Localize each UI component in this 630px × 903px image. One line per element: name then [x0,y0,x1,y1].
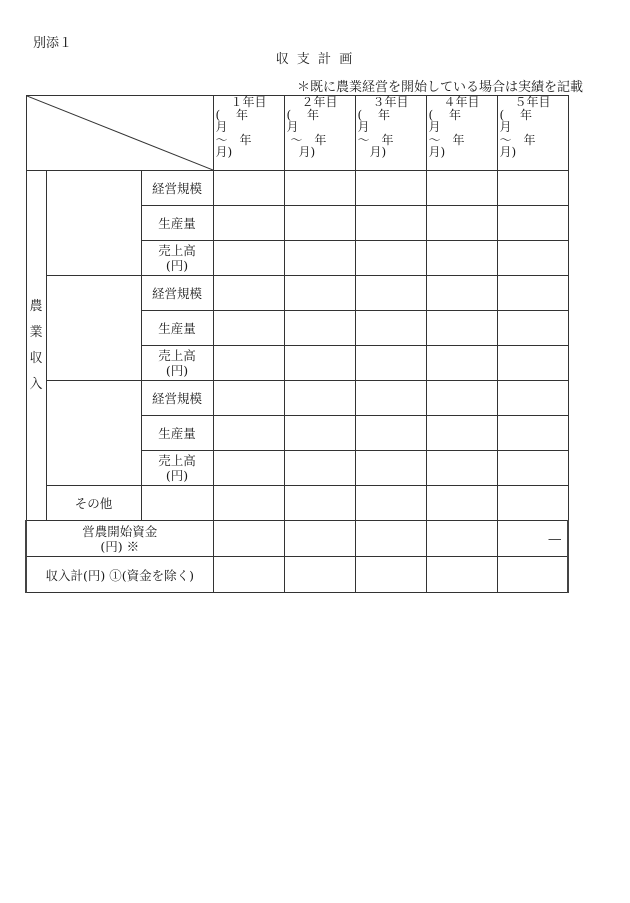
item-production: 生産量 [141,311,213,346]
year-header-1 [213,96,284,171]
year-period-month: 月 [428,120,441,134]
header-row [26,96,568,171]
input-cell[interactable] [355,241,426,276]
input-cell[interactable] [284,557,355,593]
input-cell[interactable] [355,486,426,521]
input-cell[interactable] [284,381,355,416]
input-cell[interactable] [497,241,568,276]
input-cell[interactable] [213,486,284,521]
input-cell[interactable] [213,416,284,451]
page-title: 収 支 計 画 [275,52,355,67]
item-other: その他 [46,486,141,521]
input-cell[interactable] [426,486,497,521]
input-cell[interactable] [355,451,426,486]
year-period-end: ～ 年 [499,132,536,147]
year-period-end-month: 月) [215,145,233,159]
startup-fund-row [26,521,568,557]
input-cell[interactable] [284,486,355,521]
year-header-3 [355,96,426,171]
input-cell[interactable] [426,241,497,276]
table-row [26,171,568,206]
input-cell[interactable] [426,557,497,593]
item-production: 生産量 [141,206,213,241]
table-row [26,486,568,521]
year-period-end-month: 月) [357,145,387,159]
input-cell[interactable] [355,521,426,557]
input-cell[interactable] [213,557,284,593]
year-label: ３年目 [372,95,409,109]
input-cell[interactable] [284,311,355,346]
item-sales: 売上高 (円) [141,241,213,276]
year-label: ４年目 [443,95,480,109]
year-label: ２年目 [301,95,338,109]
input-cell[interactable] [426,276,497,311]
input-cell[interactable] [213,451,284,486]
input-cell[interactable] [426,171,497,206]
input-cell[interactable] [284,206,355,241]
input-cell[interactable] [284,346,355,381]
item-production: 生産量 [141,416,213,451]
input-cell[interactable] [141,486,213,521]
input-cell[interactable] [355,311,426,346]
diagonal-header-cell [26,96,213,171]
input-cell[interactable] [284,171,355,206]
crop-name-cell[interactable] [46,381,141,486]
input-cell[interactable] [213,521,284,557]
year-period-start: ( 年 [286,107,319,122]
input-cell[interactable] [213,206,284,241]
item-scale: 経営規模 [141,381,213,416]
item-scale: 経営規模 [141,171,213,206]
input-cell[interactable] [213,346,284,381]
year-period-start: ( 年 [215,107,248,122]
input-cell[interactable] [426,206,497,241]
year-period-month: 月 [215,120,228,134]
income-total-label: 収入計(円) ①(資金を除く) [26,557,213,593]
year-period-month: 月 [286,120,299,134]
input-cell[interactable] [213,171,284,206]
input-cell[interactable] [284,451,355,486]
input-cell[interactable] [284,521,355,557]
year-period-end-month: 月) [428,145,446,159]
input-cell[interactable] [355,416,426,451]
farm-income-group-label: 農 業 収 入 [26,171,46,521]
year-period-month: 月 [357,120,370,134]
input-cell[interactable] [497,416,568,451]
startup-fund-year5-dash: ― [497,521,568,557]
input-cell[interactable] [497,557,568,593]
input-cell[interactable] [355,346,426,381]
item-sales: 売上高 (円) [141,451,213,486]
input-cell[interactable] [284,241,355,276]
input-cell[interactable] [213,276,284,311]
year-period-start: ( 年 [357,107,390,122]
year-period-month: 月 [499,120,512,134]
table-row [26,276,568,311]
year-period-end-month: 月) [499,145,517,159]
input-cell[interactable] [497,346,568,381]
crop-name-cell[interactable] [46,276,141,381]
input-cell[interactable] [355,276,426,311]
year-label: １年目 [230,95,267,109]
input-cell[interactable] [355,381,426,416]
input-cell[interactable] [497,276,568,311]
input-cell[interactable] [426,346,497,381]
year-period-start: ( 年 [499,107,532,122]
input-cell[interactable] [284,416,355,451]
table-row [26,381,568,416]
item-scale: 経営規模 [141,276,213,311]
input-cell[interactable] [426,451,497,486]
input-cell[interactable] [497,206,568,241]
startup-fund-label: 営農開始資金 (円) ※ [26,521,213,557]
diagonal-line [27,96,213,170]
input-cell[interactable] [355,171,426,206]
input-cell[interactable] [213,381,284,416]
input-cell[interactable] [497,381,568,416]
input-cell[interactable] [497,486,568,521]
crop-name-cell[interactable] [46,171,141,276]
input-cell[interactable] [497,311,568,346]
input-cell[interactable] [355,557,426,593]
input-cell[interactable] [284,276,355,311]
year-header-4 [426,96,497,171]
input-cell[interactable] [497,171,568,206]
attachment-label: 別添１ [33,36,73,51]
year-period-end: ～ 年 [428,132,465,147]
year-period-end: ～ 年 [215,132,252,147]
input-cell[interactable] [355,206,426,241]
input-cell[interactable] [213,311,284,346]
year-label: ５年目 [514,95,551,109]
input-cell[interactable] [426,416,497,451]
input-cell[interactable] [426,381,497,416]
year-period-end: ～ 年 [286,132,327,147]
year-period-end-month: 月) [286,145,316,159]
income-total-row [26,557,568,593]
year-header-5 [497,96,568,171]
input-cell[interactable] [213,241,284,276]
item-sales: 売上高 (円) [141,346,213,381]
input-cell[interactable] [426,311,497,346]
year-period-end: ～ 年 [357,132,394,147]
year-period-start: ( 年 [428,107,461,122]
note-text: ＊既に農業経営を開始している場合は実績を記載 [296,80,583,95]
input-cell[interactable] [497,451,568,486]
input-cell[interactable] [426,521,497,557]
year-header-2 [284,96,355,171]
income-plan-table [25,95,569,593]
